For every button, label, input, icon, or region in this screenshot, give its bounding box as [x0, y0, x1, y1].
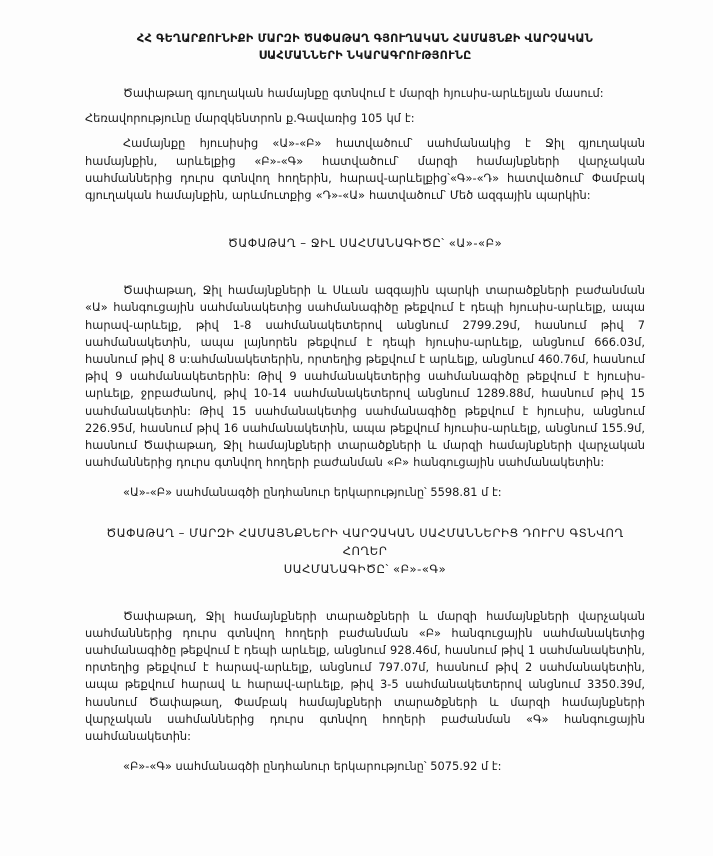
spacer [85, 72, 645, 85]
section-2-body: Ծափաթաղ, Ջիլ համայնքների տարածքների և մարզի համայնքների վարչական սահմաններից դուրս գտնվող հողերի բաժանման «Բ» հանգուցային սահմանակետից սահմանագիծը թեքվում է դեպի արևելք, անցնում 928.46մ, հասնում թիվ 1 սահմանակետին, որտեղից թեքվում է հարավ-արևելք, անցնում 797.07մ, հասնում թիվ 2 սահմանակետին, ապա թեքվում հարավ և հարավ-արևելք, թիվ 3-5 սահմանակետերով անցնում 3350.39մ, հասնում Ծափաթաղ, Փամբակ համայնքների տարածքների և մարզի համայնքների վարչական սահմաններից դուրս գտնվող հողերի բաժանման «Գ» հանգուցային սահմանակետին: [85, 608, 645, 744]
section-2-total-length: «Բ»-«Գ» սահմանագծի ընդհանուր երկարությունը՝ 5075.92 մ է: [123, 759, 502, 774]
section-1-body: Ծափաթաղ, Ջիլ համայնքների և Սևան ազգային պարկի տարածքների բաժանման «Ա» հանգուցային սահմանակետից սահմանագիծը թեքվում է դեպի հյուսիս-արևելք, ապա հարավ-արևելք, թիվ 1-8 սահմանակետերով անցնում 2799.29մ, հասնում թիվ 7 սահմանակետին, ապա լայնորեն թեքվում է դեպի հյուսիս-արևելք, անցնում 666.03մ, հասնում թիվ 8 ս:ահմանակետերին, որտեղից թեքվում է արևելք, անցնում 460.76մ, հասնում թիվ 9 սահմանակետերին: Թիվ 9 սահմանակետերից սահմանագիծը թեքվում է հյուսիս-արևելք, ջրբաժանով, թիվ 10-14 սահմանակետերով անցնում 1289.88մ, հասնում թիվ 15 սահմանակետին: Թիվ 15 սահմանակետից սահմանագիծը թեքվում է հյուսիս, անցնում 226.95մ, հասնում թիվ 16 սահմանակետին, ապա թեքվում հյուսիս-արևելք, անցնում 155.9մ, հասնում Ծափաթաղ, Ջիլ համայնքների տարածքների և մարզի համայնքների վարչական սահմաններից դուրս գտնվող հողերի բաժանման «Բ» հանգուցային սահմանակետին: [85, 283, 645, 470]
section-1-heading: ԾԱՓԱԹԱՂ – ՋԻԼ ՍԱՀՄԱՆԱԳԻԾԸ՝ «Ա»-«Բ» [227, 236, 503, 251]
spacer [85, 578, 645, 608]
section-2-heading-line-2: ՍԱՀՄԱՆԱԳԻԾԸ՝ «Բ»-«Գ» [283, 561, 447, 576]
document-title-line-1: ՀՀ ԳԵՂԱՐՔՈՒՆԻՔԻ ՄԱՐԶԻ ԾԱՓԱԹԱՂ ԳՅՈՒՂԱԿԱՆ ՀԱՄԱՅՆՔԻ ՎԱՐՉԱԿԱՆ [136, 32, 594, 45]
document-title-line-2: ՍԱՀՄԱՆՆԵՐԻ ՆԿԱՐԱԳՐՈՒԹՅՈՒՆԸ [258, 49, 472, 62]
spacer [85, 502, 645, 524]
spacer [85, 102, 645, 110]
intro-paragraph-2: Հեռավորությունը մարզկենտրոն ք.Գավառից 105 կմ է: [85, 111, 415, 126]
spacer [85, 204, 645, 234]
section-1-total-length: «Ա»-«Բ» սահմանագծի ընդհանուր երկարությունը՝ 5598.81 մ է: [123, 485, 502, 500]
spacer [85, 745, 645, 758]
spacer [85, 471, 645, 484]
intro-paragraph-3: Համայնքը հյուսիսից «Ա»-«Բ» հատվածում՝ սահմանակից է Ջիլ գյուղական համայնքին, արևելքից «Բ»-«Գ» հատվածում՝ մարզի համայնքների վարչական սահմաններից դուրս գտնվող հողերին, հարավ-արևելքից՝«Գ»-«Դ» հատվածում՝ Փամբակ գյուղական համայնքին, արևմուտքից «Դ»-«Ա» հատվածում՝ Մեծ ազգային պարկին: [85, 136, 645, 203]
section-2-heading [85, 524, 645, 578]
document-title [85, 30, 645, 64]
intro-paragraph-1: Ծափաթաղ գյուղական համայնքը գտնվում է մարզի հյուսիս-արևելյան մասում: [123, 86, 604, 100]
section-2-heading-line-1: ԾԱՓԱԹԱՂ – ՄԱՐԶԻ ՀԱՄԱՅՆՔՆԵՐԻ ՎԱՐՉԱԿԱՆ ՍԱՀՄԱՆՆԵՐԻՑ ԴՈՒՐՍ ԳՏՆՎՈՂ ՀՈՂԵՐ [106, 525, 624, 558]
spacer [85, 252, 645, 282]
spacer [85, 127, 645, 135]
